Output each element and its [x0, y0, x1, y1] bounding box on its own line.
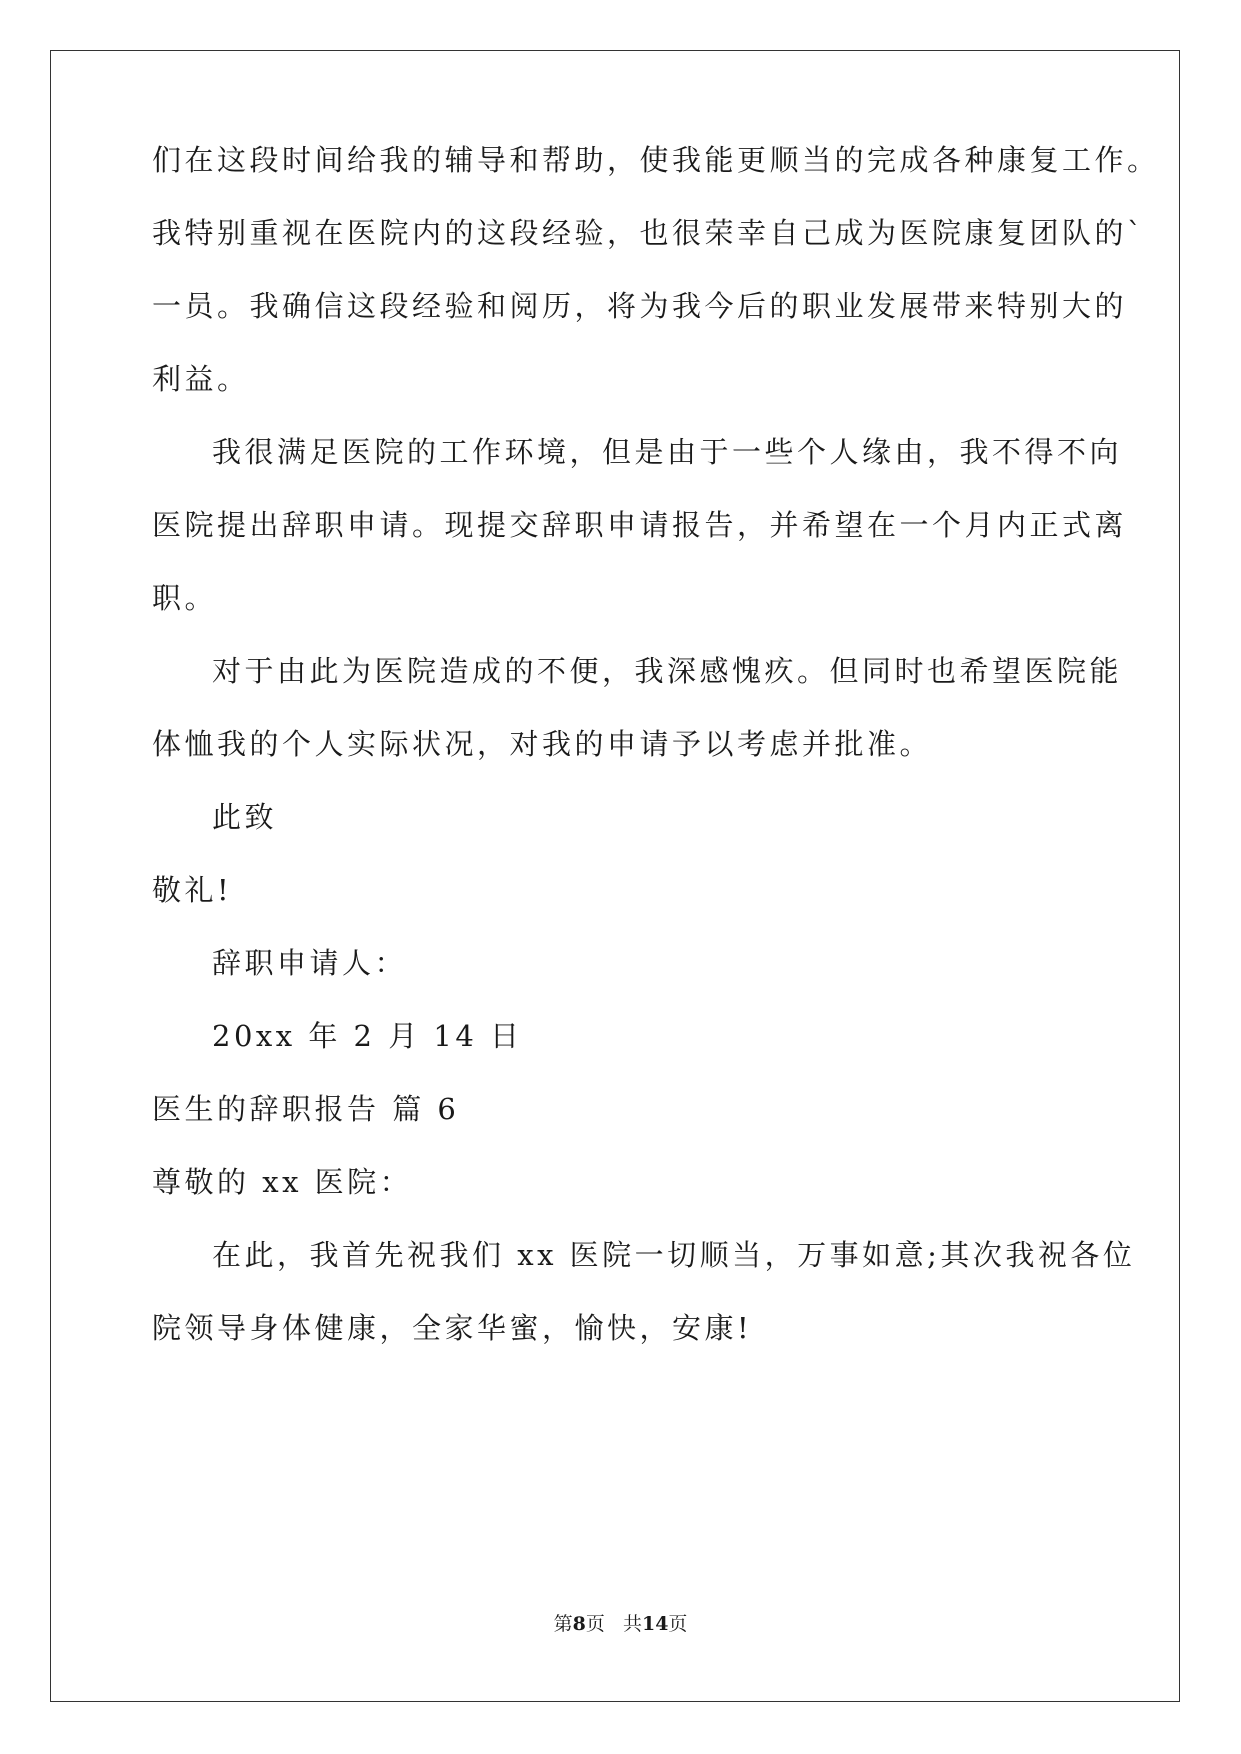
footer-page-number: 8: [572, 1613, 586, 1635]
date-line: 20xx 年 2 月 14 日: [212, 1019, 523, 1053]
text-line-2: 我特别重视在医院内的这段经验，也很荣幸自己成为医院康复团队的`: [152, 216, 1146, 250]
text-line-7: 职。: [152, 581, 218, 615]
text-line-3: 一员。我确信这段经验和阅历，将为我今后的职业发展带来特别大的: [152, 289, 1128, 323]
text-line-9: 体恤我的个人实际状况，对我的申请予以考虑并批准。: [152, 727, 933, 761]
salutation-regards: 敬礼!: [152, 873, 233, 907]
footer-total-pages: 14: [641, 1613, 669, 1635]
letter-greeting: 尊敬的 xx 医院：: [152, 1165, 413, 1199]
text-line-1: 们在这段时间给我的辅导和帮助，使我能更顺当的完成各种康复工作。: [152, 143, 1160, 177]
footer-page-suffix: 页: [585, 1613, 605, 1635]
text-line-6: 医院提出辞职申请。现提交辞职申请报告，并希望在一个月内正式离: [152, 508, 1128, 542]
text-line-4: 利益。: [152, 362, 250, 396]
section-heading: 医生的辞职报告 篇 6: [152, 1092, 460, 1126]
salutation-closing: 此致: [212, 800, 278, 834]
footer-total-prefix: 共: [622, 1613, 642, 1635]
text-line-16: 在此，我首先祝我们 xx 医院一切顺当，万事如意;其次我祝各位: [212, 1238, 1136, 1272]
text-line-5: 我很满足医院的工作环境，但是由于一些个人缘由，我不得不向: [212, 435, 1123, 469]
footer-total-suffix: 页: [668, 1613, 688, 1635]
text-line-8: 对于由此为医院造成的不便，我深感愧疚。但同时也希望医院能: [212, 654, 1123, 688]
applicant-label: 辞职申请人：: [212, 946, 408, 980]
text-line-17: 院领导身体健康，全家华蜜，愉快，安康!: [152, 1311, 753, 1345]
page-footer: [0, 1612, 1241, 1636]
footer-page-prefix: 第: [553, 1613, 573, 1635]
